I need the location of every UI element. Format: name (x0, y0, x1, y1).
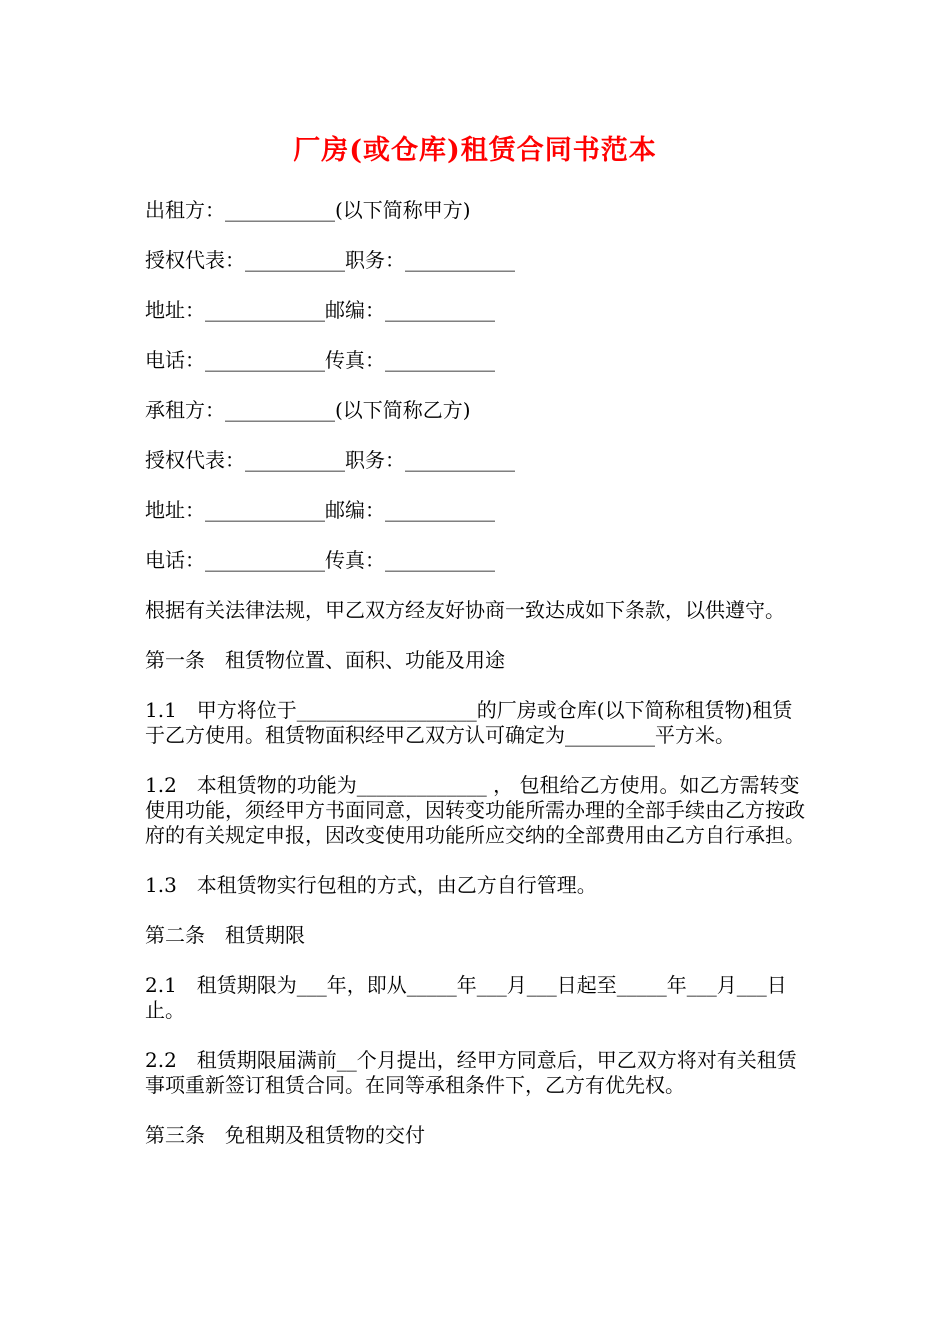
lessee-representative-line: 授权代表：__________职务：___________ (145, 448, 515, 472)
lessor-representative-line: 授权代表：__________职务：___________ (145, 248, 515, 272)
clause-1-2: 1.2 本租赁物的功能为_____________ ， 包租给乙方使用。如乙方需转变使用功能，须经甲方书面同意，因转变功能所需办理的全部手续由乙方按政府的有关规定申报，因改变使用功能所应交纳的全部费用由乙方自行承担。 (145, 773, 805, 847)
lessee-address-line: 地址：____________邮编：___________ (145, 498, 495, 522)
clause-2-1: 2.1 租赁期限为___年，即从_____年___月___日起至_____年___月___日止。 (145, 973, 787, 1022)
document-title: 厂房(或仓库)租赁合同书范本 (293, 135, 657, 166)
article-1-heading: 第一条 租赁物位置、面积、功能及用途 (145, 648, 505, 672)
lessee-phone-line: 电话：____________传真：___________ (145, 548, 495, 572)
article-3-heading: 第三条 免租期及租赁物的交付 (145, 1123, 425, 1147)
preamble-paragraph: 根据有关法律法规，甲乙双方经友好协商一致达成如下条款，以供遵守。 (145, 598, 785, 622)
lessee-line: 承租方：___________(以下简称乙方) (145, 398, 471, 422)
article-2-heading: 第二条 租赁期限 (145, 923, 305, 947)
clause-1-3: 1.3 本租赁物实行包租的方式，由乙方自行管理。 (145, 873, 597, 897)
lessor-address-line: 地址：____________邮编：___________ (145, 298, 495, 322)
document-body (145, 198, 807, 1173)
clause-1-1: 1.1 甲方将位于__________________的厂房或仓库(以下简称租赁物)租赁于乙方使用。租赁物面积经甲乙双方认可确定为_________平方米。 (145, 698, 793, 747)
clause-2-2: 2.2 租赁期限届满前__个月提出，经甲方同意后，甲乙双方将对有关租赁事项重新签订租赁合同。在同等承租条件下，乙方有优先权。 (145, 1048, 797, 1097)
lessor-line: 出租方：___________(以下简称甲方) (145, 198, 471, 222)
lessor-phone-line: 电话：____________传真：___________ (145, 348, 495, 372)
